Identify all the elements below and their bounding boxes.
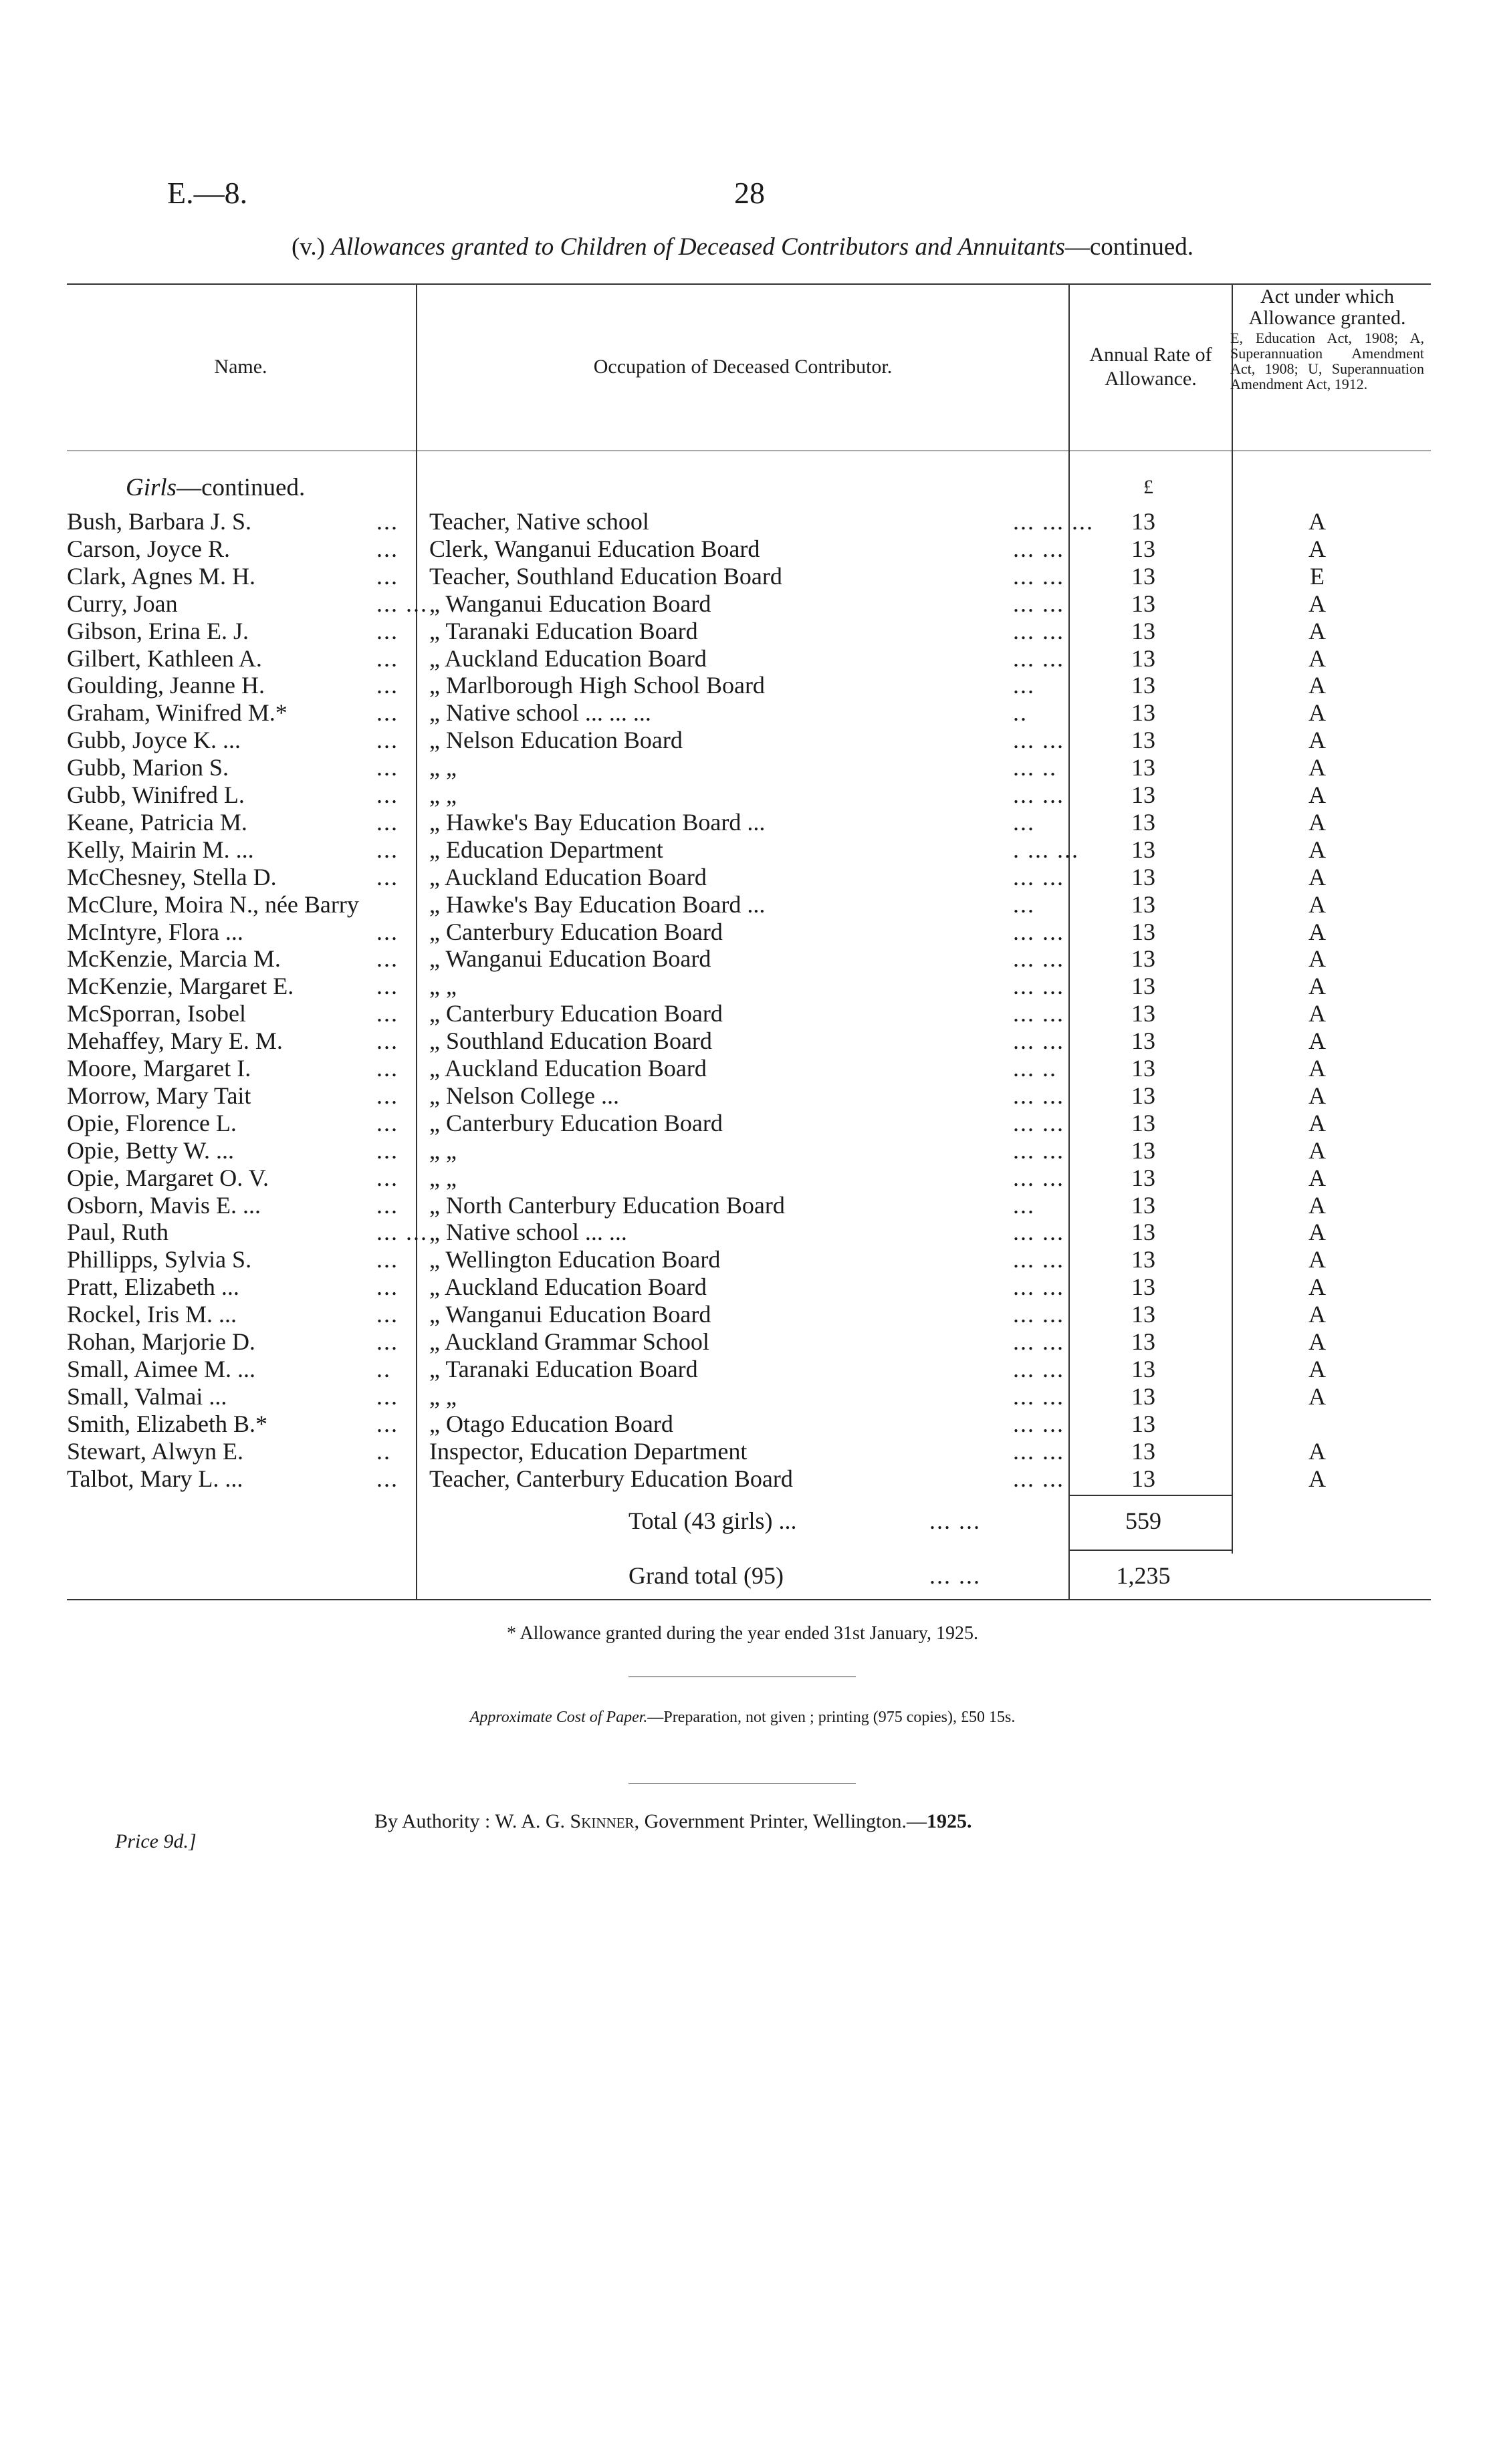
row-occupation: „ „ (429, 1136, 457, 1164)
row-name: Gubb, Joyce K. ... (67, 727, 241, 754)
row-rate: 13 (1131, 508, 1155, 535)
row-rate: 13 (1131, 535, 1155, 562)
row-rate: 13 (1131, 973, 1155, 1000)
row-name: McKenzie, Margaret E. (67, 973, 294, 1000)
table-row (0, 1219, 1485, 1245)
row-rate: 13 (1131, 1246, 1155, 1273)
row-act: A (1308, 672, 1326, 699)
cost-text: —Preparation, not given ; printing (975 copies), £50 15s. (647, 1709, 1016, 1726)
row-rate: 13 (1131, 918, 1155, 945)
row-name: Bush, Barbara J. S. (67, 508, 251, 535)
row-rate: 13 (1131, 890, 1155, 918)
row-rate: 13 (1131, 562, 1155, 590)
row-leader-dots: ... (376, 617, 398, 644)
table-row (0, 1027, 1485, 1054)
row-leader-dots: ... (376, 1027, 398, 1055)
row-name: Keane, Patricia M. (67, 808, 247, 836)
row-rate: 13 (1131, 672, 1155, 699)
table-row (0, 1356, 1485, 1382)
row-occupation-dots: ... ... (1013, 945, 1064, 973)
row-leader-dots: ... ... (376, 590, 428, 617)
row-occupation-dots: ... .. (1013, 1055, 1057, 1082)
row-occupation: Teacher, Native school (429, 508, 649, 535)
table-row (0, 563, 1485, 590)
row-leader-dots: ... (376, 644, 398, 672)
row-name: Opie, Margaret O. V. (67, 1164, 269, 1191)
row-occupation-dots: ... ... (1013, 535, 1064, 562)
row-rate: 13 (1131, 1437, 1155, 1465)
row-leader-dots: ... (376, 1301, 398, 1328)
table-row (0, 781, 1485, 808)
row-act: A (1308, 1191, 1326, 1219)
row-act: A (1308, 1027, 1326, 1055)
row-occupation-dots: ... ... (1013, 1465, 1064, 1492)
caption-prefix: (v.) (291, 233, 332, 261)
row-occupation-dots: ... ... (1013, 863, 1064, 890)
row-rate: 13 (1131, 1000, 1155, 1027)
total-dots: ... ... (929, 1507, 981, 1534)
group-title (126, 473, 305, 502)
total-top-rule (1068, 1495, 1232, 1496)
grand-total-row (0, 1562, 1485, 1591)
row-leader-dots: ... (376, 1109, 398, 1136)
row-occupation: „ Canterbury Education Board (429, 1109, 723, 1136)
row-occupation: „ Taranaki Education Board (429, 1355, 698, 1382)
row-occupation: „ North Canterbury Education Board (429, 1191, 785, 1219)
row-act: A (1308, 508, 1326, 535)
row-leader-dots: ... (376, 672, 398, 699)
row-occupation-dots: ... (1013, 1191, 1035, 1219)
table-row (0, 1110, 1485, 1136)
row-occupation: „ Auckland Education Board (429, 1055, 707, 1082)
table-row (0, 1410, 1485, 1437)
row-act: A (1308, 863, 1326, 890)
authority-year: 1925. (927, 1810, 972, 1832)
row-name: McSporran, Isobel (67, 1000, 246, 1027)
row-leader-dots: ... (376, 1164, 398, 1191)
row-occupation-dots: ... .. (1013, 754, 1057, 781)
row-name: Graham, Winifred M.* (67, 699, 288, 727)
row-act: A (1308, 754, 1326, 781)
row-occupation: „ Canterbury Education Board (429, 1000, 723, 1027)
row-occupation-dots: ... (1013, 672, 1035, 699)
row-occupation-dots: ... ... (1013, 644, 1064, 672)
row-act: A (1308, 644, 1326, 672)
row-rate: 13 (1131, 836, 1155, 863)
table-row (0, 754, 1485, 781)
row-name: Carson, Joyce R. (67, 535, 230, 562)
row-act: A (1308, 1000, 1326, 1027)
table-row (0, 1465, 1485, 1492)
row-act: A (1308, 973, 1326, 1000)
row-occupation: „ „ (429, 781, 457, 808)
row-occupation: „ Wanganui Education Board (429, 1301, 711, 1328)
column-header-rate: Annual Rate of Allowance. (1089, 344, 1212, 390)
table-row (0, 1082, 1485, 1109)
table-row (0, 864, 1485, 890)
row-occupation-dots: ... ... (1013, 1164, 1064, 1191)
table-row (0, 1301, 1485, 1328)
row-leader-dots: ... (376, 508, 398, 535)
row-name: Phillipps, Sylvia S. (67, 1246, 252, 1273)
row-name: Gubb, Marion S. (67, 754, 229, 781)
row-leader-dots: ... (376, 535, 398, 562)
row-occupation: „ Nelson College ... (429, 1082, 619, 1109)
row-name: Moore, Margaret I. (67, 1055, 251, 1082)
row-act: A (1308, 1246, 1326, 1273)
table-row (0, 836, 1485, 863)
currency-symbol: £ (1143, 476, 1153, 498)
column-header-act: Act under which Allowance granted. (1248, 285, 1406, 329)
row-occupation: „ Hawke's Bay Education Board ... (429, 890, 766, 918)
table-row (0, 973, 1485, 999)
row-occupation: Teacher, Southland Education Board (429, 562, 782, 590)
caption-title: Allowances granted to Children of Deceased Contributors and Annuitants (331, 233, 1065, 261)
row-leader-dots: ... (376, 1136, 398, 1164)
row-rate: 13 (1131, 727, 1155, 754)
grand-total-dots: ... ... (929, 1562, 981, 1589)
row-leader-dots: ... (376, 1000, 398, 1027)
row-rate: 13 (1131, 781, 1155, 808)
row-occupation-dots: ... ... (1013, 1000, 1064, 1027)
grand-total-label: Grand total (95) (629, 1562, 784, 1589)
row-occupation-dots: ... ... (1013, 1382, 1064, 1410)
printer-authority (374, 1810, 972, 1833)
row-occupation-dots: ... ... (1013, 1027, 1064, 1055)
row-act: A (1308, 590, 1326, 617)
row-name: McIntyre, Flora ... (67, 918, 243, 945)
row-occupation-dots: . ... ... (1013, 836, 1079, 863)
caption-suffix: —continued. (1064, 233, 1194, 261)
row-occupation: „ Auckland Education Board (429, 644, 707, 672)
row-occupation-dots: ... ... (1013, 1219, 1064, 1246)
row-name: Small, Valmai ... (67, 1382, 227, 1410)
row-rate: 13 (1131, 754, 1155, 781)
table-row (0, 945, 1485, 972)
table-bottom-rule (67, 1599, 1431, 1600)
cost-rule (629, 1783, 856, 1784)
row-rate: 13 (1131, 1164, 1155, 1191)
row-name: Talbot, Mary L. ... (67, 1465, 243, 1492)
table-row (0, 1273, 1485, 1300)
row-leader-dots: ... (376, 1465, 398, 1492)
row-act: A (1308, 781, 1326, 808)
row-act: A (1308, 617, 1326, 644)
row-act: A (1308, 1301, 1326, 1328)
row-act: A (1308, 1082, 1326, 1109)
row-occupation-dots: ... (1013, 808, 1035, 836)
group-title-label: Girls (126, 474, 177, 501)
cost-of-paper (0, 1709, 1485, 1727)
row-leader-dots: .. (376, 1437, 391, 1465)
table-row (0, 1383, 1485, 1410)
row-occupation-dots: ... ... (1013, 1109, 1064, 1136)
row-name: McChesney, Stella D. (67, 863, 277, 890)
cost-label: Approximate Cost of Paper. (469, 1709, 648, 1726)
row-occupation: „ Auckland Education Board (429, 863, 707, 890)
row-act: A (1308, 1355, 1326, 1382)
row-name: Small, Aimee M. ... (67, 1355, 255, 1382)
row-act: A (1308, 727, 1326, 754)
row-leader-dots: ... (376, 918, 398, 945)
row-name: Opie, Betty W. ... (67, 1136, 234, 1164)
row-occupation-dots: ... ... (1013, 562, 1064, 590)
row-act: A (1308, 1219, 1326, 1246)
table-row (0, 699, 1485, 726)
row-rate: 13 (1131, 1410, 1155, 1437)
footnote: * Allowance granted during the year ended 31st January, 1925. (507, 1623, 978, 1644)
row-occupation: „ Wanganui Education Board (429, 945, 711, 973)
row-occupation: „ Wellington Education Board (429, 1246, 721, 1273)
row-rate: 13 (1131, 863, 1155, 890)
table-row (0, 618, 1485, 644)
document-series-code: E.—8. (167, 176, 248, 210)
row-occupation-dots: ... ... (1013, 1437, 1064, 1465)
row-occupation-dots: ... ... (1013, 781, 1064, 808)
row-occupation-dots: ... ... ... (1013, 508, 1094, 535)
row-rate: 13 (1131, 1055, 1155, 1082)
row-leader-dots: ... (376, 562, 398, 590)
row-name: Goulding, Jeanne H. (67, 672, 265, 699)
row-occupation-dots: ... ... (1013, 1273, 1064, 1301)
column-header-act-note: E, Education Act, 1908; A, Superannuation Amendment Act, 1908; U, Superannuation Amendment Act, 1912. (1230, 330, 1424, 392)
table-row (0, 1055, 1485, 1082)
row-occupation: Teacher, Canterbury Education Board (429, 1465, 793, 1492)
row-act: A (1308, 918, 1326, 945)
row-occupation-dots: ... ... (1013, 918, 1064, 945)
row-leader-dots: ... (376, 754, 398, 781)
row-leader-dots: .. (376, 1355, 391, 1382)
row-rate: 13 (1131, 808, 1155, 836)
row-leader-dots: ... (376, 1191, 398, 1219)
table-row (0, 1246, 1485, 1273)
table-row (0, 645, 1485, 672)
row-leader-dots: ... (376, 1328, 398, 1355)
row-name: Mehaffey, Mary E. M. (67, 1027, 283, 1055)
row-act: A (1308, 1465, 1326, 1492)
row-act: A (1308, 1136, 1326, 1164)
row-occupation: „ Canterbury Education Board (429, 918, 723, 945)
row-name: Rockel, Iris M. ... (67, 1301, 237, 1328)
row-leader-dots: ... (376, 1273, 398, 1301)
row-leader-dots: ... (376, 1055, 398, 1082)
row-occupation: „ „ (429, 754, 457, 781)
table-row (0, 1000, 1485, 1027)
table-row (0, 590, 1485, 617)
total-row (0, 1507, 1485, 1536)
row-rate: 13 (1131, 1301, 1155, 1328)
row-leader-dots: ... (376, 836, 398, 863)
row-act: A (1308, 535, 1326, 562)
table-row (0, 809, 1485, 836)
row-rate: 13 (1131, 644, 1155, 672)
row-occupation: Clerk, Wanganui Education Board (429, 535, 760, 562)
row-occupation: „ Education Department (429, 836, 663, 863)
row-rate: 13 (1131, 1273, 1155, 1301)
row-occupation-dots: ... ... (1013, 1410, 1064, 1437)
row-occupation: „ Marlborough High School Board (429, 672, 765, 699)
row-occupation: „ Hawke's Bay Education Board ... (429, 808, 766, 836)
row-occupation-dots: ... ... (1013, 1328, 1064, 1355)
authority-middle: , Government Printer, Wellington.— (634, 1810, 927, 1832)
column-header-name: Name. (214, 356, 267, 378)
row-act: A (1308, 1164, 1326, 1191)
row-occupation: „ Wanganui Education Board (429, 590, 711, 617)
row-occupation: „ Auckland Grammar School (429, 1328, 709, 1355)
row-act: A (1308, 1328, 1326, 1355)
row-name: Rohan, Marjorie D. (67, 1328, 255, 1355)
total-label: Total (43 girls) ... (629, 1507, 797, 1534)
table-row (0, 1137, 1485, 1164)
row-act: A (1308, 1382, 1326, 1410)
row-occupation-dots: ... ... (1013, 1136, 1064, 1164)
row-name: Curry, Joan (67, 590, 178, 617)
row-occupation: „ Native school ... ... ... (429, 699, 651, 727)
grand-total-value: 1,235 (1116, 1562, 1171, 1589)
row-occupation-dots: ... ... (1013, 727, 1064, 754)
row-leader-dots: ... (376, 863, 398, 890)
row-rate: 13 (1131, 1082, 1155, 1109)
row-act: A (1308, 1273, 1326, 1301)
row-name: Pratt, Elizabeth ... (67, 1273, 239, 1301)
row-act: A (1308, 1055, 1326, 1082)
row-name: Smith, Elizabeth B.* (67, 1410, 267, 1437)
row-occupation: „ Taranaki Education Board (429, 617, 698, 644)
row-occupation-dots: ... ... (1013, 590, 1064, 617)
row-name: McKenzie, Marcia M. (67, 945, 281, 973)
table-row (0, 1192, 1485, 1219)
table-row (0, 727, 1485, 753)
row-occupation-dots: ... ... (1013, 1082, 1064, 1109)
row-rate: 13 (1131, 1328, 1155, 1355)
row-rate: 13 (1131, 617, 1155, 644)
row-occupation-dots: ... ... (1013, 1355, 1064, 1382)
row-act: A (1308, 945, 1326, 973)
row-rate: 13 (1131, 945, 1155, 973)
row-leader-dots: ... (376, 1246, 398, 1273)
row-leader-dots: ... (376, 808, 398, 836)
total-bottom-rule (1068, 1550, 1232, 1551)
row-rate: 13 (1131, 1382, 1155, 1410)
total-value: 559 (1125, 1507, 1161, 1534)
group-title-suffix: —continued. (177, 474, 306, 501)
row-name: McClure, Moira N., née Barry (67, 890, 359, 918)
row-rate: 13 (1131, 1109, 1155, 1136)
row-occupation: „ Nelson Education Board (429, 727, 683, 754)
row-rate: 13 (1131, 1191, 1155, 1219)
row-occupation-dots: ... ... (1013, 1301, 1064, 1328)
row-leader-dots: ... (376, 699, 398, 727)
table-caption (0, 233, 1485, 261)
row-leader-dots: ... (376, 1382, 398, 1410)
row-rate: 13 (1131, 1027, 1155, 1055)
table-row (0, 1328, 1485, 1355)
row-leader-dots: ... ... (376, 1219, 428, 1246)
row-leader-dots: ... (376, 1082, 398, 1109)
row-leader-dots: ... (376, 781, 398, 808)
row-name: Opie, Florence L. (67, 1109, 237, 1136)
row-occupation: „ „ (429, 1164, 457, 1191)
row-act: A (1308, 890, 1326, 918)
row-name: Kelly, Mairin M. ... (67, 836, 254, 863)
table-row (0, 535, 1485, 562)
row-rate: 13 (1131, 699, 1155, 727)
row-name: Gibson, Erina E. J. (67, 617, 249, 644)
row-name: Gilbert, Kathleen A. (67, 644, 262, 672)
row-act: A (1308, 836, 1326, 863)
table-row (0, 1164, 1485, 1191)
row-occupation: „ Southland Education Board (429, 1027, 712, 1055)
row-name: Stewart, Alwyn E. (67, 1437, 243, 1465)
table-row (0, 672, 1485, 699)
row-occupation-dots: ... ... (1013, 1246, 1064, 1273)
row-rate: 13 (1131, 1465, 1155, 1492)
row-occupation-dots: .. (1013, 699, 1028, 727)
authority-prefix: By Authority : W. A. G. (374, 1810, 570, 1832)
row-rate: 13 (1131, 590, 1155, 617)
row-act: A (1308, 808, 1326, 836)
row-name: Morrow, Mary Tait (67, 1082, 251, 1109)
row-occupation: „ Auckland Education Board (429, 1273, 707, 1301)
row-occupation-dots: ... (1013, 890, 1035, 918)
row-occupation: „ „ (429, 1382, 457, 1410)
row-rate: 13 (1131, 1355, 1155, 1382)
row-leader-dots: ... (376, 973, 398, 1000)
row-name: Gubb, Winifred L. (67, 781, 245, 808)
table-row (0, 891, 1485, 918)
row-name: Clark, Agnes M. H. (67, 562, 255, 590)
row-leader-dots: ... (376, 1410, 398, 1437)
row-occupation: „ „ (429, 973, 457, 1000)
row-act: A (1308, 1437, 1326, 1465)
row-rate: 13 (1131, 1136, 1155, 1164)
row-occupation: Inspector, Education Department (429, 1437, 748, 1465)
row-occupation: „ Native school ... ... (429, 1219, 627, 1246)
row-rate: 13 (1131, 1219, 1155, 1246)
table-row (0, 508, 1485, 535)
row-act: A (1308, 1109, 1326, 1136)
row-occupation: „ Otago Education Board (429, 1410, 673, 1437)
column-header-occupation: Occupation of Deceased Contributor. (593, 356, 893, 378)
row-act: E (1310, 562, 1325, 590)
row-occupation-dots: ... ... (1013, 973, 1064, 1000)
row-name: Paul, Ruth (67, 1219, 169, 1246)
row-name: Osborn, Mavis E. ... (67, 1191, 261, 1219)
table-row (0, 1438, 1485, 1465)
printer-name: Skinner (570, 1810, 635, 1832)
row-leader-dots: ... (376, 727, 398, 754)
page-number: 28 (734, 176, 765, 210)
price: Price 9d.] (115, 1830, 197, 1852)
row-occupation-dots: ... ... (1013, 617, 1064, 644)
row-leader-dots: ... (376, 945, 398, 973)
row-act: A (1308, 699, 1326, 727)
table-row (0, 918, 1485, 945)
